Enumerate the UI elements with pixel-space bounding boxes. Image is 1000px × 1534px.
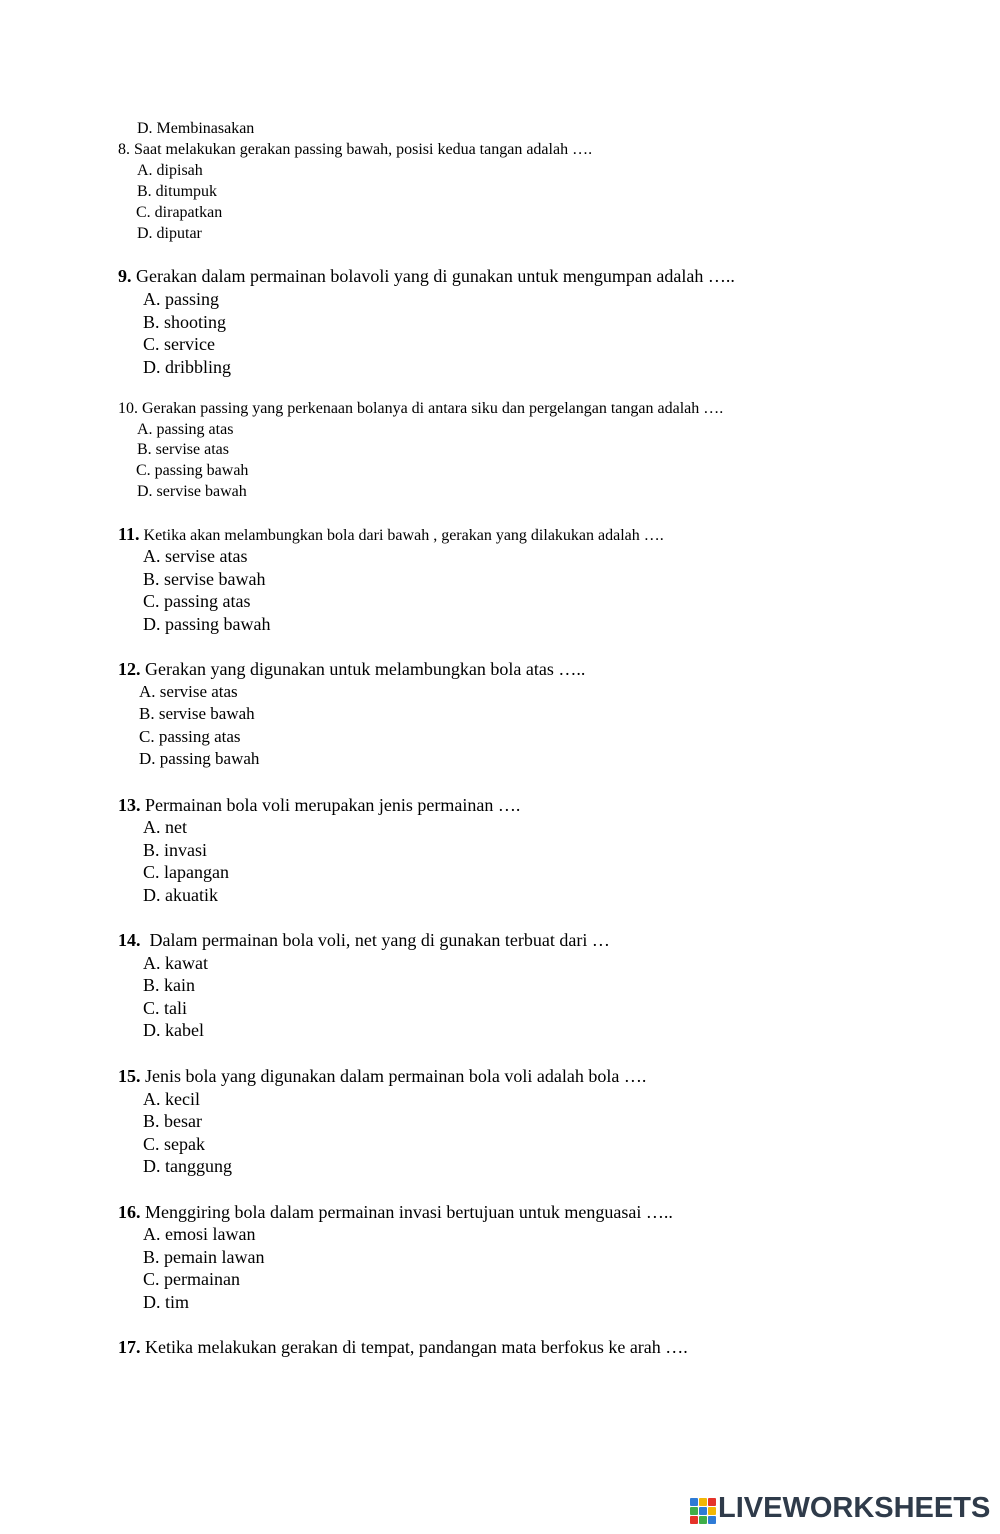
q9-option-c: C. service [143,334,215,354]
question-number: 8. [118,141,130,158]
q10-option-b: B. servise atas [137,441,229,458]
q15-option-d: D. tanggung [143,1156,232,1176]
q8-option-d: D. diputar [137,225,202,242]
q14-option-c: C. tali [143,998,187,1018]
question-11 [118,525,664,544]
question-number: 10. [118,400,138,417]
q16-option-d: D. tim [143,1292,190,1312]
q13-option-d: D. akuatik [143,885,218,905]
q10-option-c: C. passing bawah [136,462,249,479]
q14-option-d: D. kabel [143,1020,204,1040]
question-number: 9. [118,266,132,286]
q11-option-a [143,547,247,565]
question-number: 12. [118,659,141,679]
q15-option-a: A. kecil [143,1089,200,1109]
q12-option-c: C. passing atas [139,727,241,746]
q7-option-d: D. Membinasakan [137,120,255,137]
question-number: 15. [118,1066,141,1086]
q13-option-a: A. net [143,817,187,837]
q16-option-a: A. emosi lawan [143,1224,256,1244]
question-text: Dalam permainan bola voli, net yang di gunakan terbuat dari … [140,930,610,950]
q9-option-a: A. passing [143,289,219,309]
q11-option-b: B. servise bawah [143,569,266,589]
logo-text: LIVEWORKSHEETS [718,1492,991,1524]
q9-option-d: D. dribbling [143,357,231,377]
question-number: 14. [118,930,141,950]
question-text: Saat melakukan gerakan passing bawah, posisi kedua tangan adalah …. [130,141,593,158]
q16-option-b: B. pemain lawan [143,1247,265,1267]
q12-option-a: A. servise atas [139,682,238,701]
question-16 [118,1203,673,1221]
question-17 [118,1338,688,1356]
q8-option-c: C. dirapatkan [136,204,223,221]
q15-option-c: C. sepak [143,1134,205,1154]
question-text: Gerakan passing yang perkenaan bolanya di antara siku dan pergelangan tangan adalah …. [138,400,724,417]
q12-option-b: B. servise bawah [139,704,255,723]
q8-option-b: B. ditumpuk [137,183,218,200]
question-text: Jenis bola yang digunakan dalam permainan bola voli adalah bola …. [140,1066,647,1086]
q11-option-d: D. passing bawah [143,614,271,634]
question-text: Ketika akan melambungkan bola dari bawah , gerakan yang dilakukan adalah …. [139,527,664,544]
liveworksheets-logo[interactable] [690,1492,990,1526]
question-15 [118,1067,646,1085]
q9-option-b: B. shooting [143,312,227,332]
question-text: Gerakan dalam permainan bolavoli yang di gunakan untuk mengumpan adalah ….. [131,266,735,286]
logo-grid-icon [690,1498,716,1524]
q10-option-d: D. servise bawah [137,483,247,500]
question-number: 13. [118,795,141,815]
q11-option-c: C. passing atas [143,591,251,611]
question-number: 17. [118,1337,141,1357]
q13-option-c: C. lapangan [143,862,229,882]
question-9 [118,267,735,285]
question-number: 11. [118,524,140,544]
q13-option-b: B. invasi [143,840,208,860]
q14-option-a: A. kawat [143,953,208,973]
q12-option-d: D. passing bawah [139,749,260,768]
q10-option-a: A. passing atas [137,421,234,438]
question-text: Gerakan yang digunakan untuk melambungkan bola atas ….. [140,659,586,679]
question-14 [118,931,610,949]
question-10 [118,401,723,417]
q15-option-b: B. besar [143,1111,202,1131]
question-text: Menggiring bola dalam permainan invasi bertujuan untuk menguasai ….. [140,1202,673,1222]
question-text: Ketika melakukan gerakan di tempat, pandangan mata berfokus ke arah …. [140,1337,688,1357]
q16-option-c: C. permainan [143,1269,240,1289]
question-8 [118,142,592,158]
q14-option-b: B. kain [143,975,195,995]
q8-option-a: A. dipisah [137,162,203,179]
question-text: Permainan bola voli merupakan jenis permainan …. [140,795,521,815]
question-number: 16. [118,1202,141,1222]
question-13 [118,796,520,814]
question-12 [118,660,585,678]
option-letter: A. servise atas [143,546,248,566]
